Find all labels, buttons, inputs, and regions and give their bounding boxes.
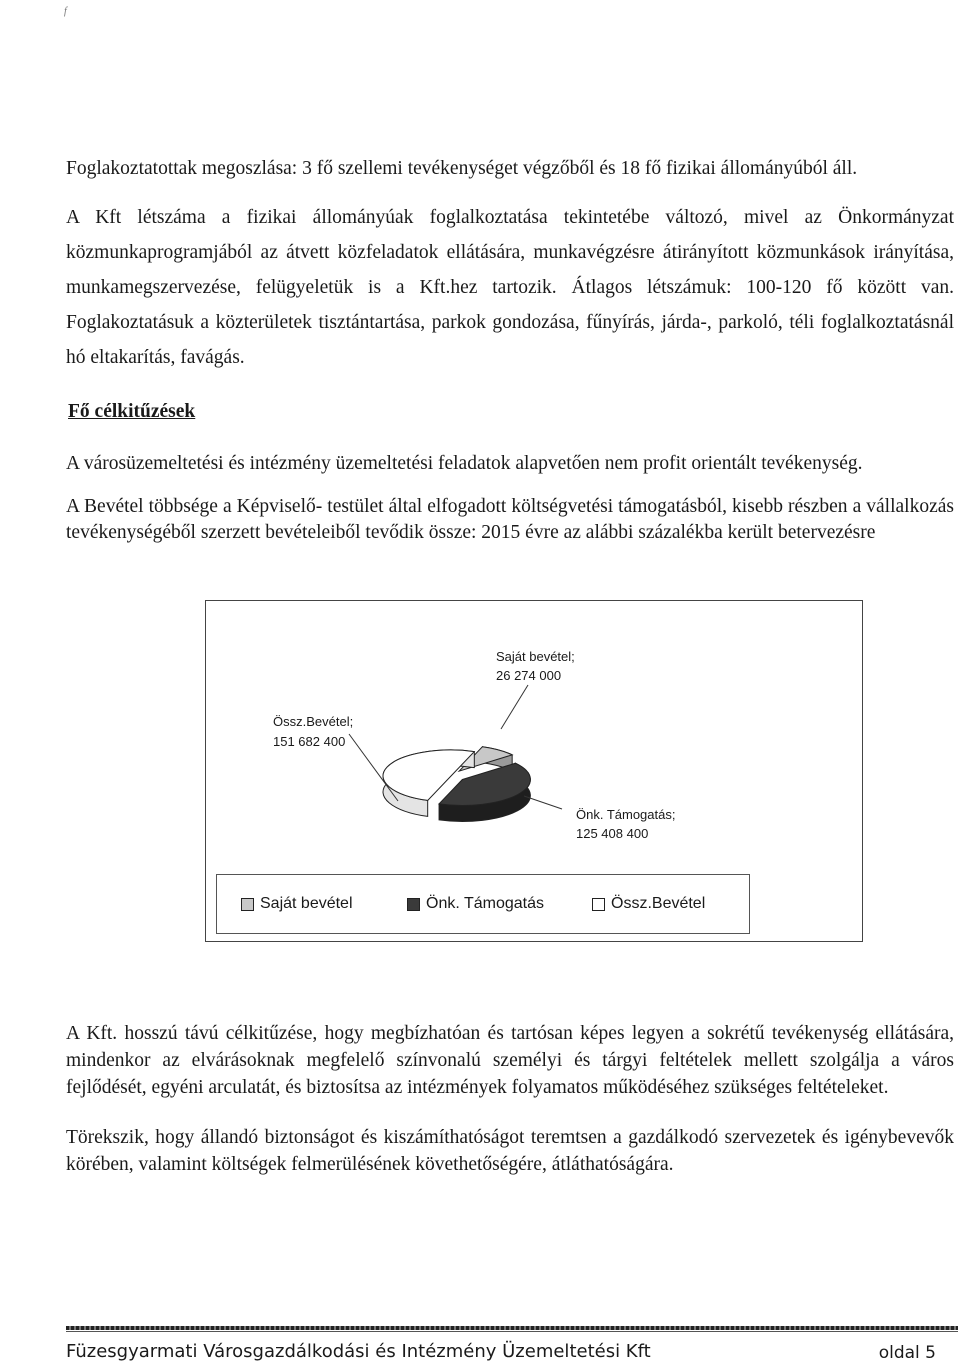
footer-rule-thin <box>66 1331 958 1332</box>
footer-rule <box>66 1326 958 1330</box>
label-own-revenue-name: Saját bevétel; <box>496 649 575 664</box>
legend-item-municipal-support <box>407 895 544 913</box>
legend-item-own-revenue <box>241 895 353 913</box>
legend-swatch-municipal-support <box>407 898 420 911</box>
legend-label-total-revenue: Össz.Bevétel <box>611 895 706 912</box>
label-total-revenue <box>273 714 353 749</box>
label-total-revenue-name: Össz.Bevétel; <box>273 714 354 729</box>
legend-label-own-revenue: Saját bevétel <box>260 895 353 912</box>
paragraph-long-term-goal: A Kft. hosszú távú célkitűzése, hogy megbízhatóan és tartósan képes legyen a sokrétű tevékenység ellátására, mindenkor az elvárásoknak megfelelő színvonalú személyi és tárgyi feltételek mellett szolgálja a város fejlődését, egyéni arculatát, és biztosítsa az intézmények folyamatos működéséhez szükséges feltételeket. <box>66 1023 954 1098</box>
paragraph-staff-distribution: Foglakoztatottak megoszlása: 3 fő szellemi tevékenységet végzőből és 18 fő fizikai állományúból áll. <box>66 158 858 179</box>
label-own-revenue <box>496 649 575 683</box>
paragraph-nonprofit: A városüzemeltetési és intézmény üzemeltetési feladatok alapvetően nem profit orientált tevékenység. <box>66 453 863 474</box>
legend-item-total-revenue <box>592 895 705 913</box>
section-heading: Fő célkitűzések <box>68 401 196 422</box>
chart-legend <box>216 874 750 934</box>
paragraph-staff-details: A Kft létszáma a fizikai állományúak foglalkoztatása tekintetébe változó, mivel az Önkormányzat közmunkaprogramjából az átvett közfeladatok ellátására, munkavégzésre átirányított közmunkások irányítása, munkamegszervezése, felügyeletük is a Kft.hez tartozik. Átlagos létszámuk: 100-120 fő között van. Foglakoztatásuk a közterületek tisztántartása, parkok gondozása, fűnyírás, járda-, parkoló, téli foglalkoztatásnál hó eltakarítás, favágás. <box>66 207 954 368</box>
label-municipal-support <box>576 807 675 841</box>
legend-swatch-own-revenue <box>241 898 254 911</box>
footer-company-name: Füzesgyarmati Városgazdálkodási és Intézmény Üzemeltetési Kft <box>66 1341 651 1362</box>
label-total-revenue-value: 151 682 400 <box>273 734 346 749</box>
page-mark: f <box>64 6 67 17</box>
paragraph-stability: Törekszik, hogy állandó biztonságot és kiszámíthatóságot teremtsen a gazdálkodó szervezetek és igénybevevők körében, valamint költségek felmerülésének követhetőségére, átláthatóságára. <box>66 1127 954 1175</box>
legend-swatch-total-revenue <box>592 898 605 911</box>
label-municipal-support-name: Önk. Támogatás; <box>576 807 676 822</box>
pie-group <box>383 747 530 822</box>
paragraph-revenue: A Bevétel többsége a Képviselő- testület által elfogadott költségvetési támogatásból, kisebb részben a vállalkozás tevékenységéből szerzett bevételeiből tevődik össze: 2015 évre az alábbi százalékba került betervezésre <box>66 496 954 543</box>
label-own-revenue-value: 26 274 000 <box>496 668 562 683</box>
leader-line-own-revenue <box>501 685 528 729</box>
label-municipal-support-value: 125 408 400 <box>576 826 649 841</box>
legend-label-municipal-support: Önk. Támogatás <box>426 895 544 912</box>
leader-line-municipal-support <box>524 796 562 809</box>
footer-page-number: oldal 5 <box>878 1343 936 1363</box>
